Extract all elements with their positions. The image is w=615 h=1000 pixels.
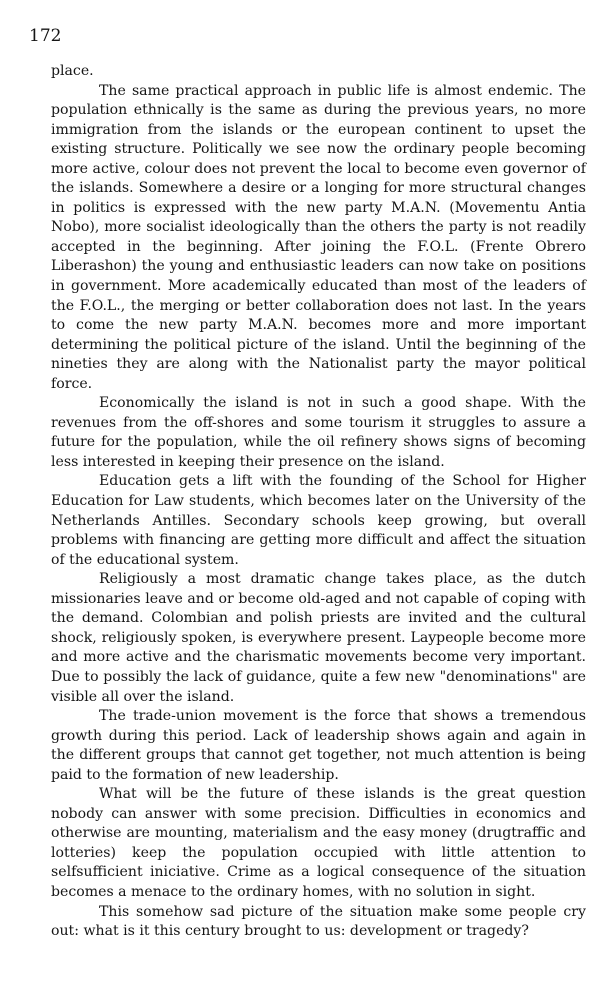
- paragraph-economy: Economically the island is not in such a good shape. With the revenues from the off-shores and some tourism it struggles to assure a future for the population, while the oil refinery shows signs of becoming less interested in keeping their presence on the island.: [51, 395, 586, 470]
- paragraph-trade-union: The trade-union movement is the force that shows a tremendous growth during this period. Lack of leadership shows again and again in the different groups that cannot get together, not much attention is being paid to the formation of new leadership.: [51, 708, 586, 783]
- paragraph-education: Education gets a lift with the founding of the School for Higher Education for Law students, which becomes later on the University of the Netherlands Antilles. Secondary schools keep growing, but overall problems with financing are getting more difficult and affect the situation of the educational system.: [51, 473, 586, 568]
- paragraph-conclusion: This somehow sad picture of the situation make some people cry out: what is it this century brought to us: development or tragedy?: [51, 903, 586, 940]
- page-number: 172: [29, 26, 62, 46]
- paragraph-future: What will be the future of these islands is the great question nobody can answer with some precision. Difficulties in economics and otherwise are mounting, materialism and the easy money (drugtraffic and lotteries) keep the population occupied with little attention to selfsufficient iniciative. Crime as a logical consequence of the situation becomes a menace to the ordinary homes, with no solution in sight.: [51, 786, 586, 900]
- paragraph-politics: The same practical approach in public life is almost endemic. The population ethnically is the same as during the previous years, no more immigration from the islands or the european continent to upset the existing structure. Politically we see now the ordinary people becoming more active, colour does not prevent the local to become even governor of the islands. Somewhere a desire or a longing for more structural changes in politics is expressed with the new party M.A.N. (Movementu Antia Nobo), more socialist ideologically than the others the party is not readily accepted in the beginning. After joining the F.O.L. (Frente Obrero Liberashon) the young and enthusiastic leaders can now take on positions in government. More academically educated than most of the leaders of the F.O.L., the merging or better collaboration does not last. In the years to come the new party M.A.N. becomes more and more important determining the political picture of the island. Until the beginning of the nineties they are along with the Nationalist party the mayor political force.: [51, 82, 586, 392]
- paragraph-religion: Religiously a most dramatic change takes place, as the dutch missionaries leave and or become old-aged and not capable of coping with the demand. Colombian and polish priests are invited and the cultural shock, religiously spoken, is everywhere present. Laypeople become more and more active and the charismatic movements become very important. Due to possibly the lack of guidance, quite a few new "denominations" are visible all over the island.: [51, 571, 586, 705]
- body-text: [51, 62, 586, 942]
- paragraph-continuation: place.: [51, 63, 94, 79]
